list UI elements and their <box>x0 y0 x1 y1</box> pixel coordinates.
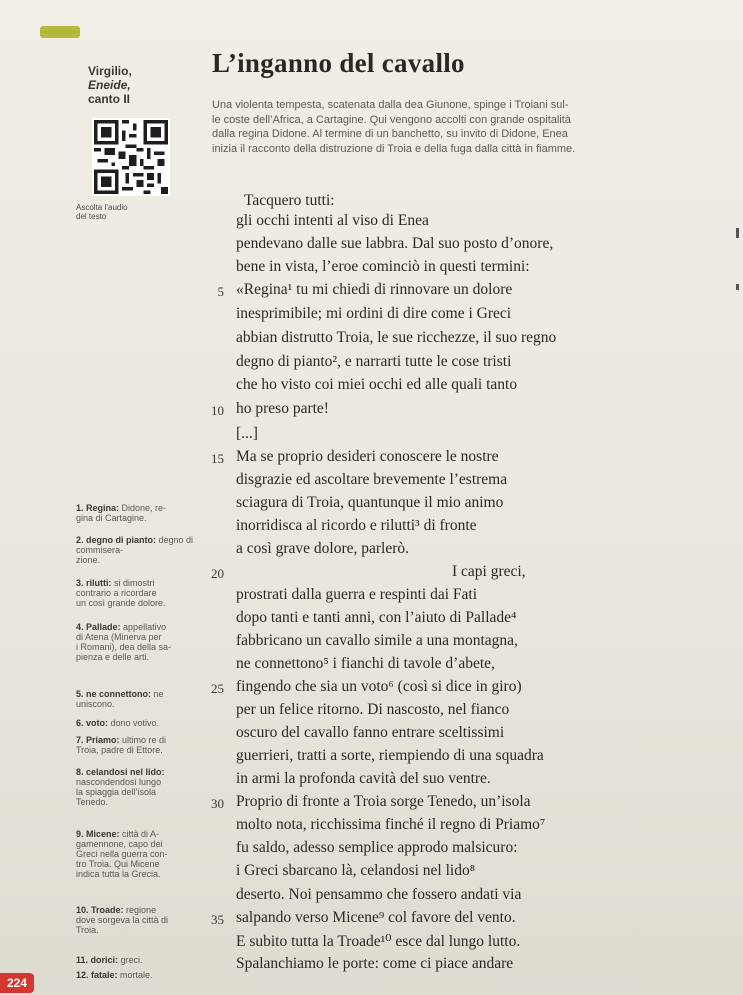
poem-line: a così grave dolore, parlerò. <box>236 540 410 557</box>
footnote <box>76 622 194 662</box>
footnote-term: 1. Regina: <box>76 503 120 513</box>
line-number: 30 <box>211 796 224 811</box>
footnote-text: Troia. <box>76 925 99 935</box>
footnote-text: uniscono. <box>76 699 115 709</box>
poem-line: inorridisca al ricordo e rilutti³ di fronte <box>236 517 477 534</box>
footnote-text: città di A- <box>122 829 160 839</box>
intro-line: le coste dell’Africa, a Cartagine. Qui vengono accolti con grande ospitalità <box>212 113 571 126</box>
poem-line: pendevano dalle sue labbra. Dal suo posto d’onore, <box>236 235 554 252</box>
poem-line: fabbricano un cavallo simile a una montagna, <box>236 632 518 649</box>
footnote <box>76 735 194 755</box>
footnote <box>76 718 194 728</box>
page-edge-mark <box>736 228 739 238</box>
qr-code-icon[interactable] <box>92 118 170 196</box>
footnote <box>76 535 194 565</box>
poem-line: Tacquero tutti: <box>244 192 335 209</box>
poem-line: salpando verso Micene⁹ col favore del vento. <box>236 909 516 926</box>
footnote-text: degno di commisera- <box>76 535 194 555</box>
work-title: Eneide, <box>88 78 131 92</box>
footnote-text: greci. <box>120 955 143 965</box>
intro-line: dalla regina Didone. Al termine di un banchetto, su invito di Didone, Enea <box>212 128 568 140</box>
footnote <box>76 955 194 965</box>
footnote-text: appellativo <box>123 622 167 632</box>
footnote-text: tro Troia. Qui Micene <box>76 859 160 869</box>
footnote-term: 5. ne connettono: <box>76 689 151 699</box>
page-edge-mark <box>736 284 739 290</box>
poem-line: inesprimibile; mi ordini di dire come i Greci <box>236 305 512 322</box>
footnote-text: Didone, re- <box>121 503 167 513</box>
footnote-term: 3. rilutti: <box>76 578 112 588</box>
footnote-text: regione <box>126 905 157 915</box>
audio-caption-line: Ascolta l’audio <box>76 203 128 212</box>
line-number: 10 <box>211 403 224 418</box>
color-tab-mark <box>40 26 80 38</box>
footnote <box>76 767 194 807</box>
footnote-text: pienza e delle arti. <box>76 652 150 662</box>
line-number: 35 <box>211 912 224 927</box>
footnote <box>76 503 194 523</box>
poem-line: sciagura di Troia, quantunque il mio animo <box>236 494 504 511</box>
footnote-text: si dimostri <box>114 578 155 588</box>
poem-line: deserto. Noi pensammo che fossero andati via <box>236 886 522 903</box>
poem-line: abbian distrutto Troia, le sue ricchezze, il suo regno <box>236 329 557 346</box>
poem-line: guerrieri, tratti a sorte, riempiendo di una squadra <box>236 747 544 764</box>
footnote <box>76 578 194 608</box>
footnote-text: nascondendosi lungo <box>76 777 162 787</box>
poem-line: ne connettono⁵ i fianchi di tavole d’abete, <box>236 655 495 672</box>
footnote-term: 7. Priamo: <box>76 735 120 745</box>
footnote-term: 8. celandosi nel lido: <box>76 767 165 777</box>
footnote-text: mortale. <box>120 970 153 980</box>
footnote-text: di Atena (Minerva per <box>76 632 162 642</box>
footnote-term: 6. voto: <box>76 718 109 728</box>
poem-line: Proprio di fronte a Troia sorge Tenedo, un’isola <box>236 793 531 810</box>
poem-line: fu saldo, adesso semplice approdo malsicuro: <box>236 839 518 856</box>
footnote-text: Greci nella guerra con- <box>76 849 168 859</box>
poem-line: [...] <box>236 425 258 442</box>
footnote-text: gina di Cartagine. <box>76 513 147 523</box>
poem-line: gli occhi intenti al viso di Enea <box>236 212 429 229</box>
footnote-term: 10. Troade: <box>76 905 124 915</box>
footnote-text: Troia, padre di Ettore. <box>76 745 163 755</box>
line-number: 25 <box>211 681 224 696</box>
line-number: 5 <box>217 284 224 299</box>
poem-line: ho preso parte! <box>236 400 329 417</box>
footnote-text: indica tutta la Grecia. <box>76 869 161 879</box>
poem-line: degno di pianto², e narrarti tutte le cose tristi <box>236 353 512 370</box>
footnote-text: un così grande dolore. <box>76 598 166 608</box>
poem-line: che ho visto coi miei occhi ed alle quali tanto <box>236 376 518 393</box>
author: Virgilio, <box>88 64 132 78</box>
poem-line: dopo tanti e tanti anni, con l’aiuto di Pallade⁴ <box>236 609 517 626</box>
poem-line: molto nota, ricchissima finché il regno di Priamo⁷ <box>236 816 546 833</box>
poem-line: Spalanchiamo le porte: come ci piace andare <box>236 955 514 972</box>
footnote-term: 11. dorici: <box>76 955 119 965</box>
footnote <box>76 689 194 709</box>
poem-line: Ma se proprio desideri conoscere le nostre <box>236 448 499 465</box>
poem-line: i Greci sbarcano là, celandosi nel lido⁸ <box>236 862 476 879</box>
footnote-text: dono votivo. <box>110 718 160 728</box>
book-reference: canto II <box>88 92 131 106</box>
poem-line: per un felice ritorno. Di nascosto, nel fianco <box>236 701 510 718</box>
line-number: 15 <box>211 451 224 466</box>
footnote-term: 12. fatale: <box>76 970 118 980</box>
footnote-text: i Romani), dea della sa- <box>76 642 172 652</box>
footnote-text: zione. <box>76 555 101 565</box>
poem-line: fingendo che sia un voto⁶ (così si dice in giro) <box>236 678 522 695</box>
footnote-text: contrario a ricordare <box>76 588 157 598</box>
footnote-text: ne <box>153 689 164 699</box>
intro-line: inizia il racconto della distruzione di Troia e della fuga dalla città in fiamme. <box>212 142 576 155</box>
line-number: 20 <box>211 566 224 581</box>
footnote <box>76 829 194 879</box>
footnote-text: la spiaggia dell’isola <box>76 787 157 797</box>
poem-line: prostrati dalla guerra e respinti dai Fati <box>236 586 478 603</box>
poem-line: in armi la profonda cavità del suo ventre. <box>236 770 491 787</box>
poem-line: I capi greci, <box>452 563 526 580</box>
poem-line: E subito tutta la Troade¹⁰ esce dal lungo lutto. <box>236 933 521 950</box>
work-info <box>88 64 132 106</box>
intro-line: Una violenta tempesta, scatenata dalla dea Giunone, spinge i Troiani sul- <box>212 99 569 111</box>
footnote <box>76 970 194 980</box>
poem-line: bene in vista, l’eroe cominciò in questi termini: <box>236 258 530 275</box>
footnote-text: Tenedo. <box>76 797 109 807</box>
page-number: 224 <box>0 973 34 993</box>
footnote-text: dove sorgeva la città di <box>76 915 169 925</box>
audio-caption <box>76 203 128 221</box>
audio-caption-line: del testo <box>76 212 107 221</box>
footnote-text: ultimo re di <box>122 735 167 745</box>
poem-line: oscuro del cavallo fanno entrare sceltissimi <box>236 724 505 741</box>
intro-text <box>212 98 732 156</box>
footnote-term: 2. degno di pianto: <box>76 535 156 545</box>
poem-line: disgrazie ed ascoltare brevemente l’estrema <box>236 471 508 488</box>
footnote-term: 9. Micene: <box>76 829 120 839</box>
footnote <box>76 905 194 935</box>
footnote-text: gamennone, capo dei <box>76 839 163 849</box>
page-title: L’inganno del cavallo <box>212 48 465 78</box>
poem-line: «Regina¹ tu mi chiedi di rinnovare un dolore <box>236 281 513 298</box>
footnote-term: 4. Pallade: <box>76 622 121 632</box>
